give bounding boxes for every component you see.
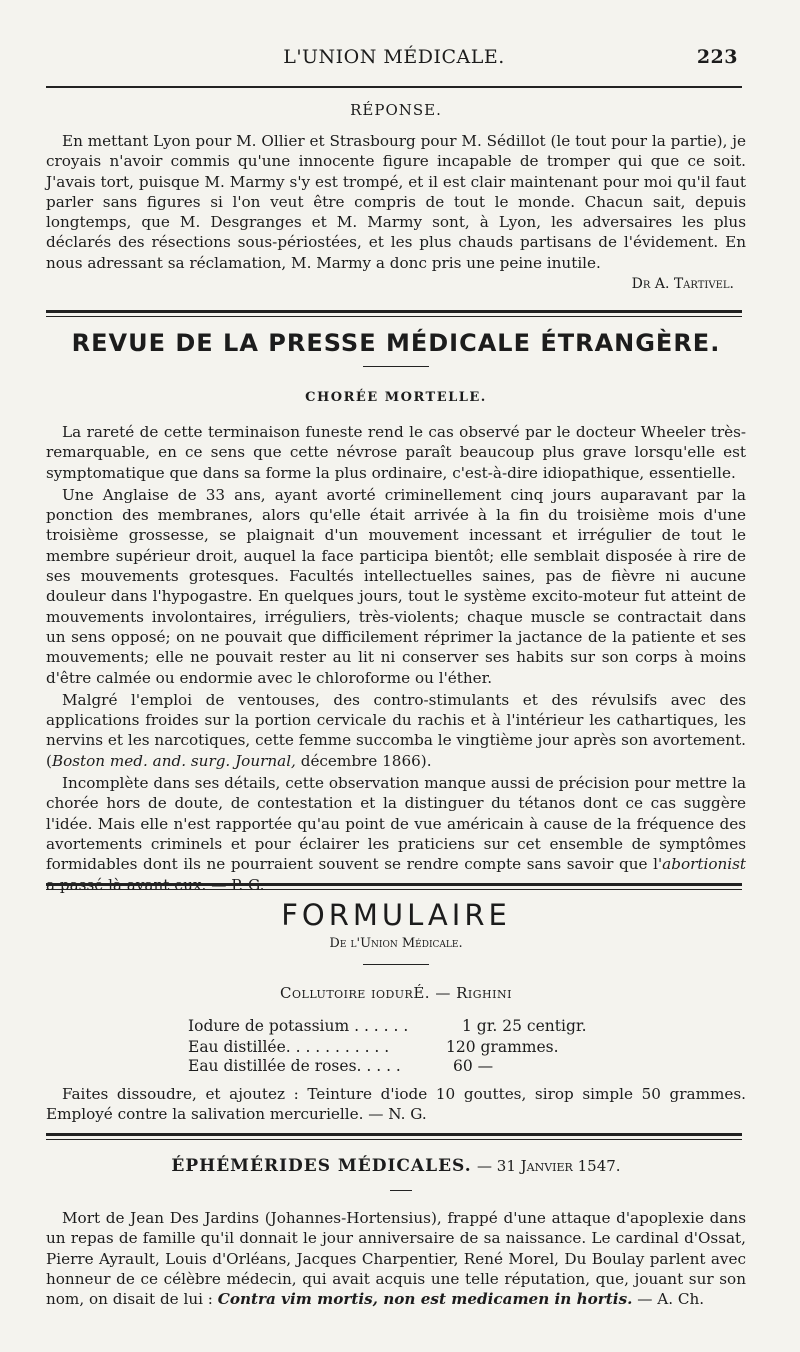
section-rule-thin-3 [46,1139,742,1140]
ingredient-name: Eau distillée. . . . . . . . . . . [188,1038,390,1056]
header-rule [46,86,742,88]
revue-paragraph-2: Une Anglaise de 33 ans, ayant avorté criminellement cinq jours auparavant par la ponction des membranes, alors qu'elle était arrivée à la fin du troisième mois d'une troisième grossesse, se plaignait d'un mouvement incessant et irrégulier de tout le membre supérieur droit, auquel la face participa bientôt; elle semblait disposée à rire de ses mouvements grotesques. Facultés intellectuelles saines, pas de fièvre ni aucune douleur dans l'hypogastre. En quelques jours, tout le système excito-moteur fut atteint de mouvements involontaires, irréguliers, très-violents; chaque muscle se contractait dans un sens opposé; on ne pouvait que difficilement réprimer la jactance de la patiente et ses mouvements; elle ne pouvait rester au lit ni conserver ses habits sur son corps à moins d'être calmée ou endormie avec le chloroforme ou l'éther. [46,485,746,687]
revue-paragraph-3 [46,690,746,771]
formula-row [188,1038,559,1056]
revue-paragraph-4 [46,773,746,895]
revue-title: REVUE DE LA PRESSE MÉDICALE ÉTRANGÈRE. [71,329,721,357]
reponse-signature: Dr A. Tartivel. [631,276,734,292]
ingredient-amount: 120 grammes. [446,1038,559,1056]
revue-p4-italic: abortionist [662,855,746,874]
revue-divider [363,366,429,367]
revue-p3-reference: Boston med. and. surg. Journal, [51,751,296,770]
formulaire-subtitle: De l'Union Médicale. [329,936,463,951]
formulaire-title: FORMULAIRE [281,898,511,932]
ephemerides-paragraph [46,1208,746,1309]
ingredient-amount: 60 — [453,1057,494,1075]
revue-p4-text: Incomplète dans ses détails, cette observation manque aussi de précision pour mettre la chorée hors de doute, de contestation et la distinguer du tétanos dont ce cas suggère l'idée. Mais elle n'est rapportée qu'au point de vue américain à cause de la fréquence des avortements criminels et pour éclairer les praticiens sur cet ensemble de symptômes formidables dont ils ne pourraient souvent se rendre compte sans savoir que l' [46,774,746,874]
formula-row [188,1057,494,1075]
journal-title: L'UNION MÉDICALE. [283,46,505,68]
ephemerides-text: Mort de Jean Des Jardins (Johannes-Hortensius), frappé d'une attaque d'apoplexie dans un repas de famille qu'il donnait le jour anniversaire de sa naissance. Le cardinal d'Ossat, Pierre Ayrault, Louis d'Orléans, Jacques Charpentier, René Morel, Du Boulay parlent avec honneur de ce célèbre médecin, qui avait acquis une telle réputation, que, jouant sur son nom, on disait de lui : [46,1209,746,1309]
formulaire-instructions-block [46,1084,746,1125]
section-rule-thick [46,310,742,313]
ephemerides-body [46,1208,746,1309]
ephemerides-end: — A. Ch. [632,1290,705,1309]
ephemerides-latin-quote: Contra vim mortis, non est medicamen in hortis. [217,1290,633,1309]
revue-paragraph-1: La rareté de cette terminaison funeste rend le cas observé par le docteur Wheeler très-remarquable, en ce sens que cette névrose paraît beaucoup plus grave lorsqu'elle est symptomatique que dans sa forme la plus ordinaire, c'est-à-dire idiopathique, essentielle. [46,423,746,482]
reponse-heading: RÉPONSE. [350,101,442,119]
section-rule-thick-3 [46,1133,742,1136]
formula-row [188,1017,587,1035]
section-rule-thick-2 [46,883,742,886]
ingredient-name: Eau distillée de roses. . . . . [188,1057,401,1075]
recipe-title: Collutoire iodurÉ. — Righini [280,984,512,1002]
running-header [46,46,742,74]
ephemerides-date: — 31 Janvier 1547. [477,1157,621,1175]
ingredient-name: Iodure de potassium . . . . . . [188,1017,409,1035]
section-rule-thin-2 [46,889,742,890]
ingredient-amount: 1 gr. 25 centigr. [462,1017,587,1035]
formulaire-instructions: Faites dissoudre, et ajoutez : Teinture d'iode 10 gouttes, sirop simple 50 grammes. Employé contre la salivation mercurielle. — N. G. [46,1085,746,1124]
ephemerides-title: ÉPHÉMÉRIDES MÉDICALES. [171,1156,472,1176]
revue-p3-text: Malgré l'emploi de ventouses, des contro-stimulants et des révulsifs avec des applications froides sur la portion cervicale du rachis et à l'intérieur les cathartiques, les nervins et les narcotiques, cette femme succomba le vingtième jour après son avortement. ( [46,690,746,770]
ephemerides-divider [390,1190,412,1191]
reponse-paragraph: En mettant Lyon pour M. Ollier et Strasbourg pour M. Sédillot (le tout pour la partie), je croyais n'avoir commis qu'une innocente figure incapable de tromper qui que ce soit. J'avais tort, puisque M. Marmy s'y est trompé, et il est clair maintenant pour moi qu'il faut parler sans figures si l'on veut être compris de tout le monde. Chacun sait, depuis longtemps, que M. Desgranges et M. Marmy sont, à Lyon, les adversaires les plus déclarés des résections sous-périostées, et les plus chauds partisans de l'évidement. En nous adressant sa réclamation, M. Marmy a donc pris une peine inutile. [46,132,746,272]
section-rule-thin [46,316,742,317]
ephemerides-heading [46,1156,746,1176]
revue-body [46,422,746,895]
revue-p3-end: décembre 1866). [295,751,432,770]
revue-subtitle: CHORÉE MORTELLE. [305,390,487,405]
formulaire-divider [363,964,429,965]
reponse-section [46,131,746,273]
page-number: 223 [696,46,738,68]
